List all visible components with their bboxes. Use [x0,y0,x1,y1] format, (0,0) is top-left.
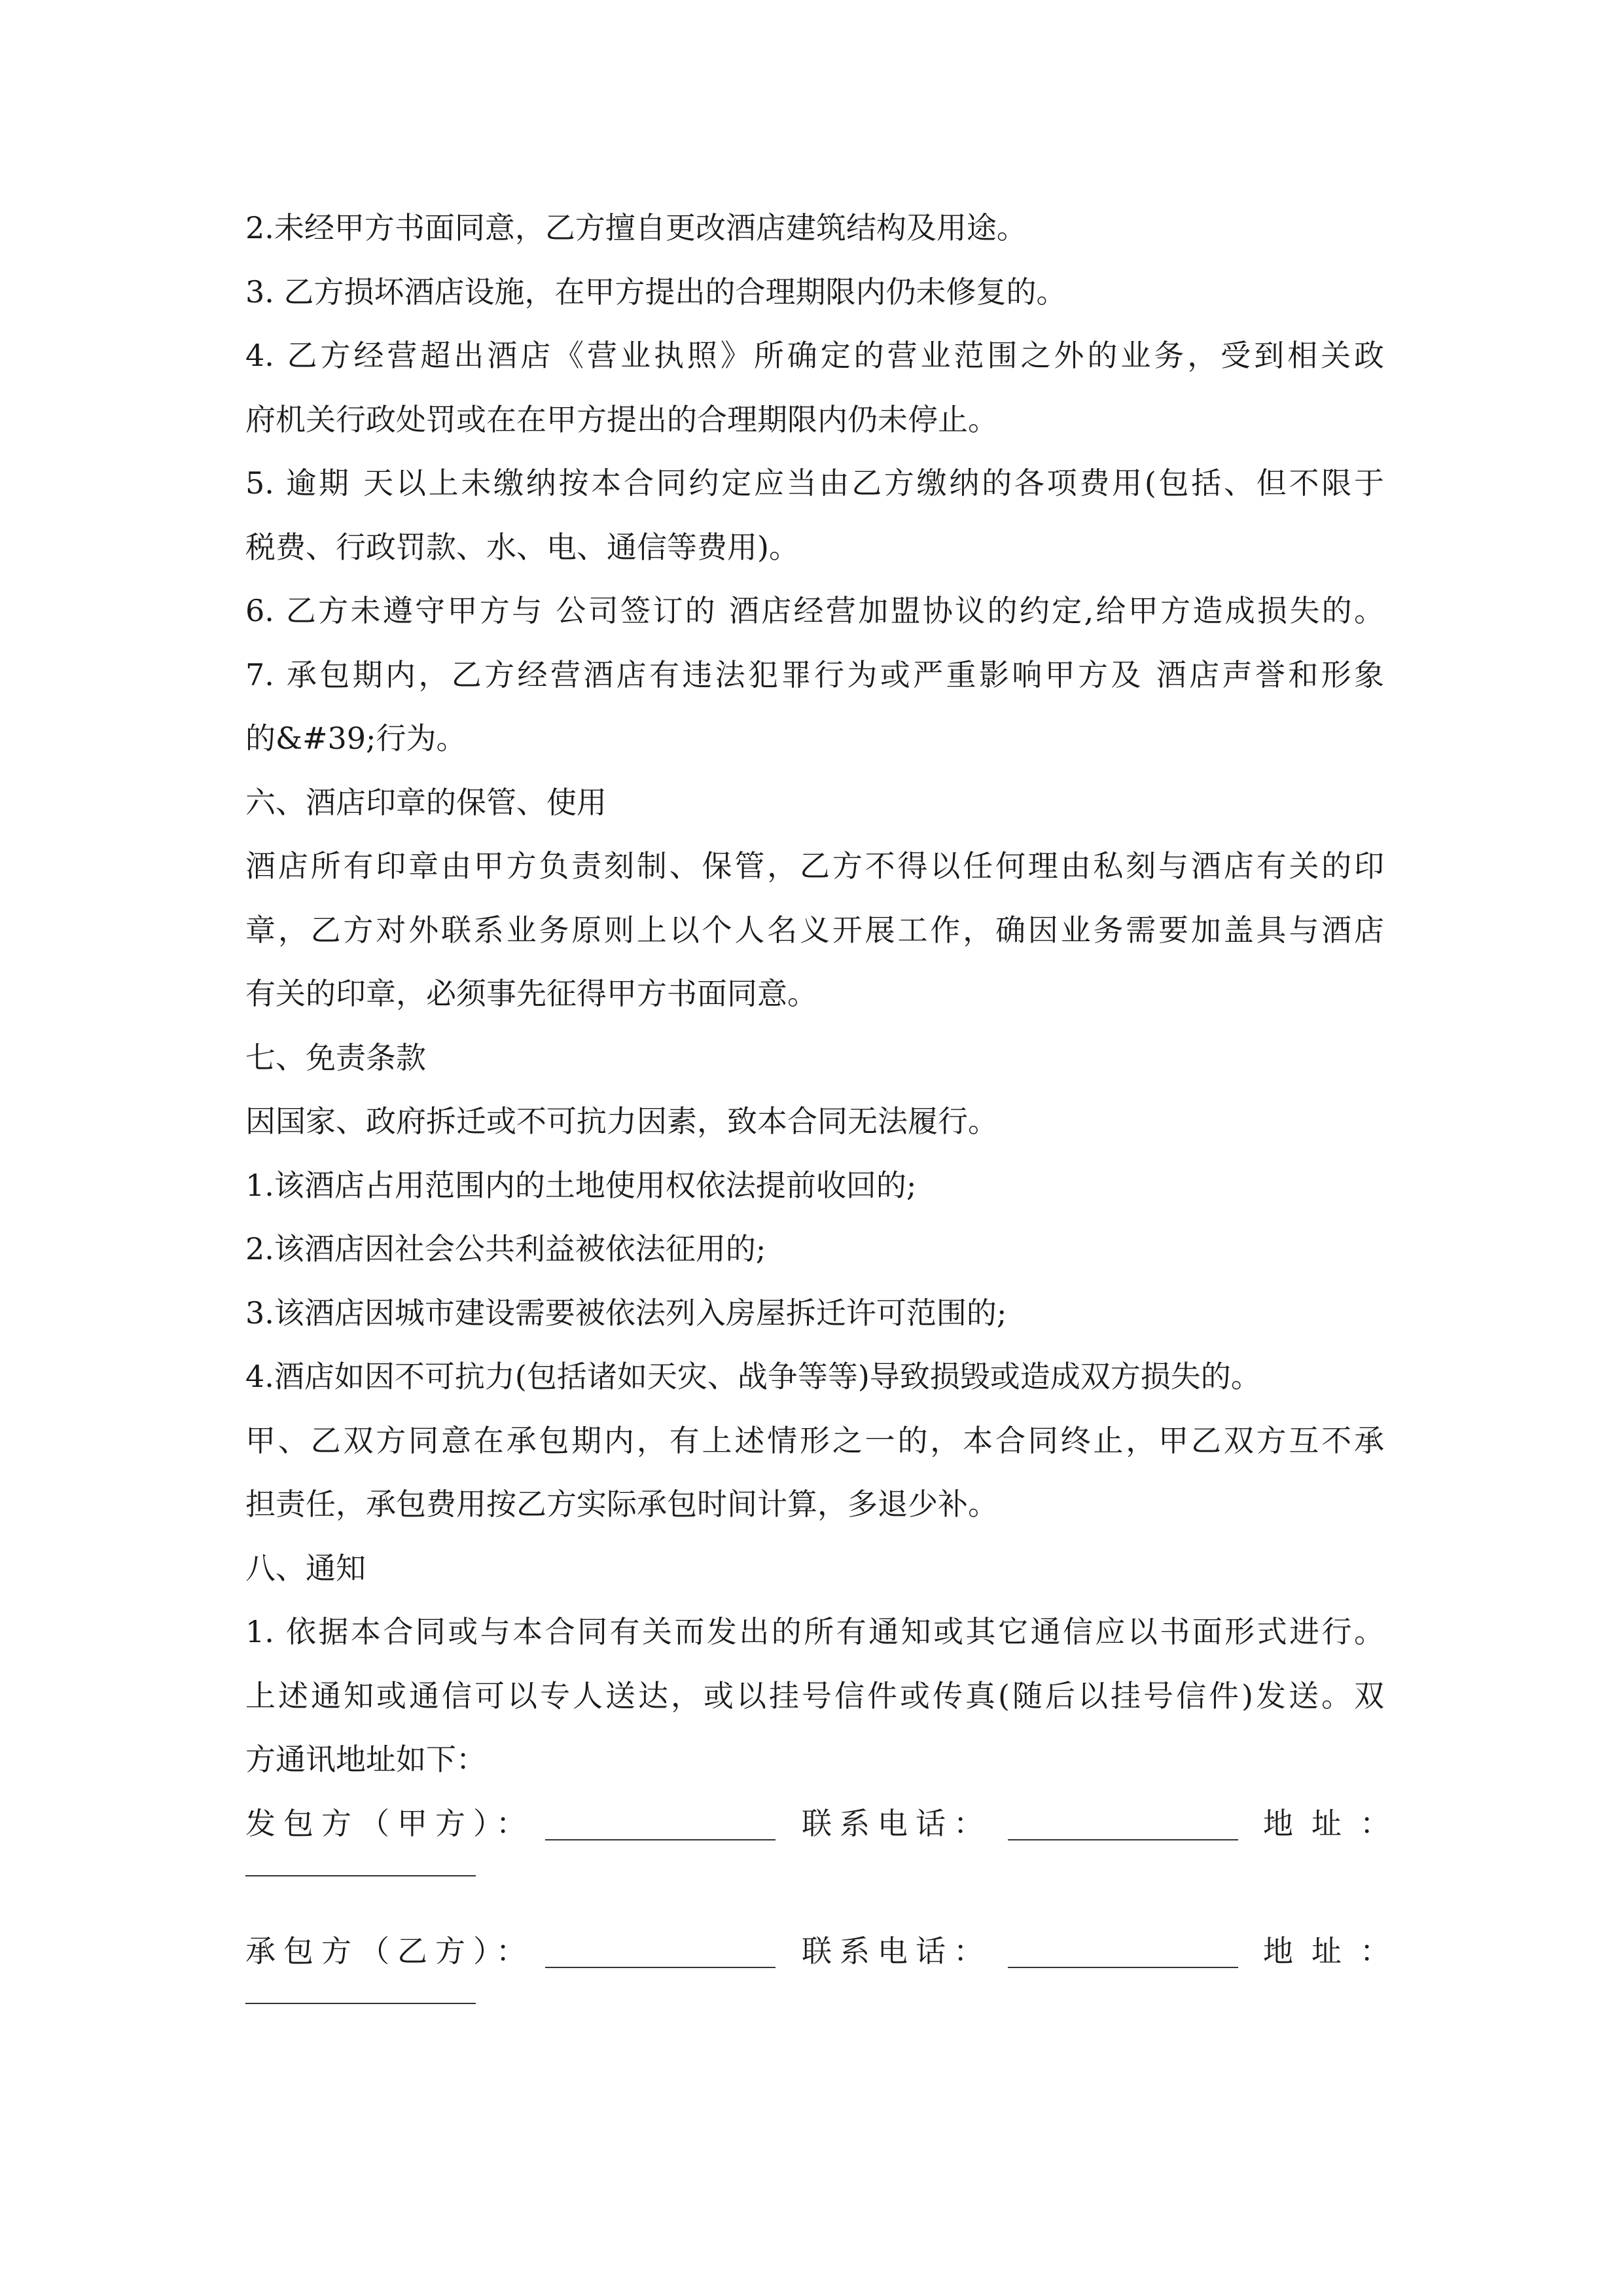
paragraph-line: 4.酒店如因不可抗力(包括诸如天灾、战争等等)导致损毁或造成双方损失的。 [245,1359,1261,1394]
paragraph-line: 酒店所有印章由甲方负责刻制、保管，乙方不得以任何理由私刻与酒店有关的印 [245,848,1384,884]
party-a-address-row [245,1856,1384,1920]
paragraph-line: 5. 逾期 天以上未缴纳按本合同约定应当由乙方缴纳的各项费用(包括、但不限于 [245,465,1384,501]
paragraph-line: 7. 承包期内，乙方经营酒店有违法犯罪行为或严重影响甲方及 酒店声誉和形象 [245,656,1384,692]
party-a-phone-blank[interactable] [1008,1839,1238,1840]
paragraph-line: 担责任，承包费用按乙方实际承包时间计算，多退少补。 [245,1486,998,1522]
party-b-label: 承包方（乙方）： [245,1933,534,1969]
paragraph-line: 方通讯地址如下： [245,1742,486,1777]
party-a-address-label: 地址： [1263,1805,1408,1841]
party-a-phone-label: 联系电话： [802,1805,991,1841]
paragraph-line: 税费、行政罚款、水、电、通信等费用)。 [245,529,799,565]
party-b-phone-blank[interactable] [1008,1967,1238,1968]
paragraph-line: 3. 乙方损坏酒店设施，在甲方提出的合理期限内仍未修复的。 [245,274,1067,310]
party-b-phone-label: 联系电话： [802,1933,991,1969]
paragraph-line: 上述通知或通信可以专人送达，或以挂号信件或传真(随后以挂号信件)发送。双 [245,1677,1384,1713]
party-b-name-blank[interactable] [545,1967,776,1968]
paragraph-line: 1.该酒店占用范围内的土地使用权依法提前收回的; [245,1167,917,1203]
paragraph-line: 府机关行政处罚或在在甲方提出的合理期限内仍未停止。 [245,401,998,437]
party-b-address-row [245,1983,1384,2047]
paragraph-line: 有关的印章，必须事先征得甲方书面同意。 [245,976,817,1011]
party-b-address-blank[interactable] [245,2003,476,2004]
document-page [245,196,1408,2047]
paragraph-line: 的&#39;行为。 [245,721,467,756]
paragraph-line: 因国家、政府拆迁或不可抗力因素，致本合同无法履行。 [245,1103,998,1139]
paragraph-line: 2.该酒店因社会公共利益被依法征用的; [245,1231,766,1266]
paragraph-line: 4. 乙方经营超出酒店《营业执照》所确定的营业范围之外的业务，受到相关政 [245,338,1384,373]
section-heading: 六、酒店印章的保管、使用 [245,784,607,820]
party-b-row [245,1920,1408,1984]
paragraph-line: 章，乙方对外联系业务原则上以个人名义开展工作，确因业务需要加盖具与酒店 [245,912,1384,948]
section-heading: 八、通知 [245,1550,366,1586]
paragraph-line: 6. 乙方未遵守甲方与 公司签订的 酒店经营加盟协议的约定,给甲方造成损失的。 [245,593,1384,628]
party-a-name-blank[interactable] [545,1839,776,1840]
paragraph-line: 3.该酒店因城市建设需要被依法列入房屋拆迁许可范围的; [245,1295,1007,1331]
party-a-row [245,1792,1408,1856]
paragraph-line: 1. 依据本合同或与本合同有关而发出的所有通知或其它通信应以书面形式进行。 [245,1614,1384,1649]
paragraph-line: 甲、乙双方同意在承包期内，有上述情形之一的，本合同终止，甲乙双方互不承 [245,1422,1384,1458]
party-a-label: 发包方（甲方）： [245,1805,534,1841]
party-a-address-blank[interactable] [245,1875,476,1876]
party-b-address-label: 地址： [1263,1933,1408,1969]
section-heading: 七、免责条款 [245,1039,426,1075]
paragraph-line: 2.未经甲方书面同意，乙方擅自更改酒店建筑结构及用途。 [245,210,1027,245]
